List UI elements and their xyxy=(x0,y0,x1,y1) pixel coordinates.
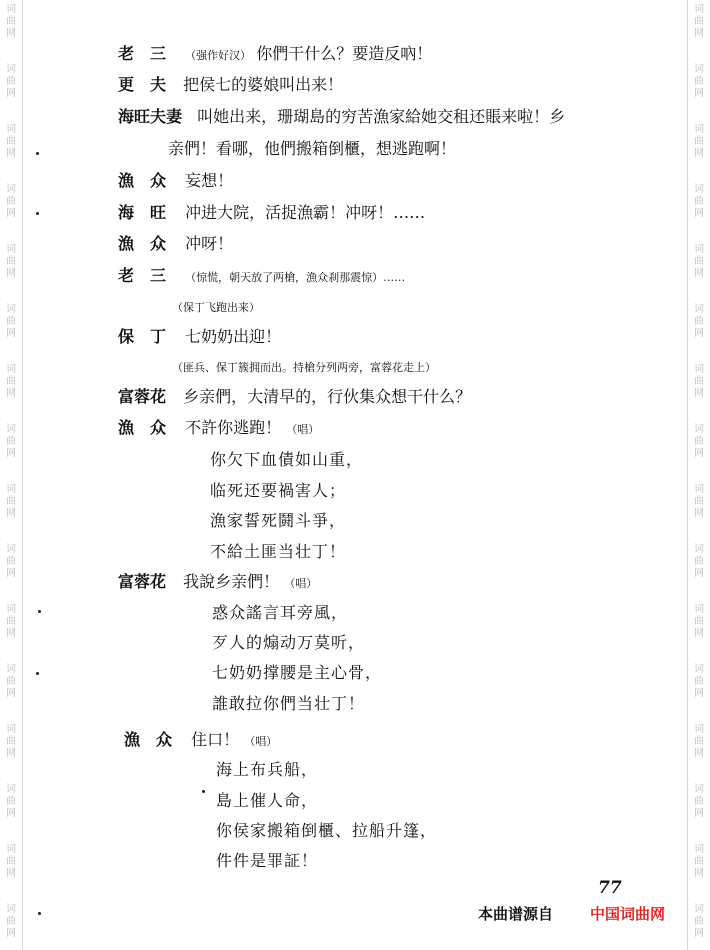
watermark-char: 曲 xyxy=(694,316,704,327)
watermark-char: 网 xyxy=(6,808,16,819)
watermark-char: 曲 xyxy=(6,556,16,567)
watermark-char: 词 xyxy=(694,184,704,195)
speaker: 富蓉花 xyxy=(118,387,167,406)
stage-direction-baoding: （保丁飞跑出来） xyxy=(172,301,260,314)
verse-line: 件件是罪証！ xyxy=(216,851,319,870)
dialogue: 叫她出来，珊瑚島的穷苦漁家給她交租还賬来啦！乡 xyxy=(197,107,566,126)
watermark-char: 曲 xyxy=(6,676,16,687)
watermark-mark xyxy=(3,724,19,760)
line-furonghua-2 xyxy=(118,572,317,594)
watermark-mark xyxy=(3,424,19,460)
watermark-char: 词 xyxy=(694,784,704,795)
watermark-mark xyxy=(691,364,707,400)
dialogue: 我說乡亲們！ xyxy=(183,572,280,591)
watermark-char: 网 xyxy=(694,208,704,219)
watermark-char: 词 xyxy=(6,904,16,915)
watermark-char: 词 xyxy=(6,64,16,75)
watermark-char: 词 xyxy=(694,124,704,135)
watermark-char: 词 xyxy=(694,604,704,615)
watermark-char: 曲 xyxy=(6,316,16,327)
watermark-char: 曲 xyxy=(694,76,704,87)
watermark-char: 词 xyxy=(694,664,704,675)
verse-line: 临死还要禍害人； xyxy=(210,481,347,500)
watermark-mark xyxy=(691,4,707,40)
watermark-mark xyxy=(3,844,19,880)
sing-cue: （唱） xyxy=(244,735,278,748)
speaker: 海 旺 xyxy=(118,203,167,222)
watermark-char: 词 xyxy=(6,124,16,135)
watermark-char: 词 xyxy=(694,424,704,435)
watermark-char: 曲 xyxy=(694,496,704,507)
stage-direction-entrance: （匪兵、保丁簇拥而出。持槍分列两旁，富蓉花走上） xyxy=(172,361,436,374)
watermark-char: 曲 xyxy=(694,556,704,567)
watermark-char: 曲 xyxy=(694,376,704,387)
watermark-char: 网 xyxy=(6,928,16,939)
watermark-char: 词 xyxy=(6,724,16,735)
watermark-mark xyxy=(691,844,707,880)
dialogue: 七奶奶出迎！ xyxy=(185,327,282,346)
watermark-mark xyxy=(3,184,19,220)
dialogue: 亲們！看哪，他們搬箱倒櫃，想逃跑啊！ xyxy=(168,139,457,158)
watermark-char: 曲 xyxy=(6,916,16,927)
line-yuzhong-2 xyxy=(118,234,233,254)
watermark-char: 网 xyxy=(6,148,16,159)
watermark-char: 曲 xyxy=(6,616,16,627)
watermark-char: 词 xyxy=(6,784,16,795)
watermark-char: 网 xyxy=(6,868,16,879)
watermark-char: 曲 xyxy=(6,376,16,387)
line-laosan-1 xyxy=(118,44,432,66)
watermark-char: 曲 xyxy=(6,736,16,747)
speaker: 保 丁 xyxy=(118,327,167,346)
speaker: 老 三 xyxy=(118,44,167,63)
watermark-char: 词 xyxy=(694,544,704,555)
watermark-char: 网 xyxy=(6,748,16,759)
watermark-char: 词 xyxy=(694,64,704,75)
verse-line: 誰敢拉你們当壮丁！ xyxy=(212,694,366,713)
watermark-char: 曲 xyxy=(694,856,704,867)
watermark-mark xyxy=(691,664,707,700)
watermark-char: 曲 xyxy=(694,256,704,267)
speaker: 海旺夫妻 xyxy=(118,107,183,126)
watermark-char: 网 xyxy=(694,928,704,939)
source-label: 本曲谱源自 xyxy=(478,905,554,923)
speaker: 富蓉花 xyxy=(118,572,167,591)
speaker: 老 三 xyxy=(118,266,167,285)
verse-line: 你欠下血債如山重， xyxy=(210,450,364,469)
watermark-char: 网 xyxy=(694,808,704,819)
watermark-char: 网 xyxy=(694,28,704,39)
sing-cue: （唱） xyxy=(284,577,318,590)
watermark-char: 词 xyxy=(6,544,16,555)
verse-line: 漁家誓死鬪斗爭， xyxy=(210,511,347,530)
scan-speck xyxy=(36,672,39,675)
watermark-char: 曲 xyxy=(6,256,16,267)
line-baoding xyxy=(118,327,281,347)
watermark-char: 曲 xyxy=(6,136,16,147)
line-haiwang-couple-cont xyxy=(168,139,456,159)
watermark-char: 曲 xyxy=(6,196,16,207)
watermark-mark xyxy=(691,784,707,820)
watermark-char: 词 xyxy=(6,664,16,675)
watermark-mark xyxy=(3,664,19,700)
watermark-char: 曲 xyxy=(6,436,16,447)
watermark-mark xyxy=(3,4,19,40)
watermark-char: 词 xyxy=(6,304,16,315)
line-gengfu xyxy=(118,75,343,95)
watermark-char: 网 xyxy=(694,268,704,279)
watermark-char: 网 xyxy=(6,28,16,39)
watermark-char: 词 xyxy=(694,4,704,15)
speaker: 漁 众 xyxy=(118,418,167,437)
watermark-mark xyxy=(3,124,19,160)
verse-line: 歹人的煽动万莫听， xyxy=(212,633,366,652)
line-haiwang-couple xyxy=(118,107,565,127)
dialogue: 冲呀！ xyxy=(185,234,234,253)
dialogue: 不許你逃跑！ xyxy=(185,418,282,437)
stage-direction: （惊慌，朝天放了两槍，漁众刹那震惊）…… xyxy=(185,271,406,284)
watermark-mark xyxy=(691,484,707,520)
watermark-char: 词 xyxy=(694,844,704,855)
watermark-char: 曲 xyxy=(694,796,704,807)
line-laosan-2 xyxy=(118,266,405,288)
watermark-char: 网 xyxy=(694,388,704,399)
watermark-char: 词 xyxy=(694,244,704,255)
scan-speck xyxy=(36,152,39,155)
dialogue: 乡亲們，大清早的，行伙集众想干什么？ xyxy=(183,387,472,406)
watermark-char: 网 xyxy=(6,688,16,699)
watermark-mark xyxy=(691,124,707,160)
watermark-char: 曲 xyxy=(694,436,704,447)
dialogue: 把侯七的婆娘叫出来！ xyxy=(183,75,344,94)
watermark-char: 网 xyxy=(694,628,704,639)
line-furonghua-1 xyxy=(118,387,471,407)
watermark-char: 词 xyxy=(6,4,16,15)
watermark-char: 词 xyxy=(694,304,704,315)
watermark-char: 网 xyxy=(694,688,704,699)
watermark-char: 网 xyxy=(6,268,16,279)
watermark-column-left xyxy=(0,0,23,950)
watermark-char: 曲 xyxy=(694,16,704,27)
stage-direction: （强作好汉） xyxy=(185,49,252,62)
watermark-mark xyxy=(3,64,19,100)
verse-line: 海上布兵船， xyxy=(216,760,319,779)
watermark-char: 词 xyxy=(694,364,704,375)
verse-line: 島上催人命， xyxy=(216,791,319,810)
watermark-char: 曲 xyxy=(694,136,704,147)
watermark-mark xyxy=(691,424,707,460)
dialogue: 冲进大院，活捉漁霸！冲呀！…… xyxy=(185,203,426,222)
verse-line: 七奶奶撑腰是主心骨， xyxy=(212,663,383,682)
scan-speck xyxy=(202,790,205,793)
watermark-char: 词 xyxy=(694,904,704,915)
watermark-char: 网 xyxy=(694,568,704,579)
watermark-mark xyxy=(691,604,707,640)
watermark-char: 词 xyxy=(6,484,16,495)
dialogue: 你們干什么？要造反吶！ xyxy=(256,44,433,63)
speaker: 漁 众 xyxy=(118,171,167,190)
watermark-mark xyxy=(691,544,707,580)
watermark-char: 网 xyxy=(6,388,16,399)
watermark-char: 网 xyxy=(6,628,16,639)
watermark-mark xyxy=(691,904,707,940)
verse-line: 惑众謠言耳旁風， xyxy=(212,603,349,622)
verse-line: 你侯家搬箱倒櫃、拉船升篷， xyxy=(216,821,438,840)
watermark-mark xyxy=(691,244,707,280)
watermark-char: 曲 xyxy=(6,856,16,867)
watermark-mark xyxy=(3,604,19,640)
watermark-char: 曲 xyxy=(6,796,16,807)
watermark-char: 曲 xyxy=(694,736,704,747)
watermark-char: 曲 xyxy=(694,616,704,627)
watermark-mark xyxy=(3,364,19,400)
speaker: 漁 众 xyxy=(118,234,167,253)
watermark-char: 网 xyxy=(694,868,704,879)
line-yuzhong-3 xyxy=(118,418,319,440)
watermark-char: 曲 xyxy=(694,676,704,687)
watermark-mark xyxy=(691,64,707,100)
watermark-mark xyxy=(3,544,19,580)
watermark-char: 词 xyxy=(6,604,16,615)
page-number: 77 xyxy=(598,878,622,898)
watermark-char: 词 xyxy=(6,424,16,435)
line-haiwang xyxy=(118,203,425,223)
speaker: 更 夫 xyxy=(118,75,167,94)
watermark-char: 曲 xyxy=(694,196,704,207)
watermark-char: 曲 xyxy=(6,76,16,87)
line-yuzhong-4 xyxy=(124,730,277,752)
scan-speck xyxy=(38,610,41,613)
watermark-char: 词 xyxy=(694,724,704,735)
scan-speck xyxy=(38,912,41,915)
watermark-char: 曲 xyxy=(694,916,704,927)
watermark-mark xyxy=(3,784,19,820)
watermark-char: 网 xyxy=(6,448,16,459)
sing-cue: （唱） xyxy=(286,423,320,436)
watermark-char: 词 xyxy=(694,484,704,495)
site-link[interactable]: 中国词曲网 xyxy=(590,905,666,923)
watermark-char: 网 xyxy=(6,328,16,339)
watermark-char: 网 xyxy=(6,208,16,219)
line-yuzhong-1 xyxy=(118,171,233,191)
watermark-mark xyxy=(691,184,707,220)
verse-line: 不給土匪当壮丁！ xyxy=(210,542,347,561)
watermark-char: 词 xyxy=(6,364,16,375)
watermark-mark xyxy=(3,244,19,280)
dialogue: 住口！ xyxy=(191,730,240,749)
watermark-char: 网 xyxy=(694,88,704,99)
watermark-mark xyxy=(3,304,19,340)
watermark-mark xyxy=(3,904,19,940)
watermark-char: 词 xyxy=(6,184,16,195)
watermark-char: 网 xyxy=(6,88,16,99)
watermark-char: 网 xyxy=(6,568,16,579)
watermark-char: 曲 xyxy=(6,496,16,507)
scan-speck xyxy=(36,212,39,215)
watermark-mark xyxy=(3,484,19,520)
watermark-char: 网 xyxy=(694,148,704,159)
dialogue: 妄想！ xyxy=(185,171,234,190)
watermark-char: 网 xyxy=(694,328,704,339)
watermark-mark xyxy=(691,724,707,760)
watermark-char: 网 xyxy=(694,508,704,519)
watermark-char: 词 xyxy=(6,244,16,255)
watermark-column-right xyxy=(687,0,710,950)
watermark-mark xyxy=(691,304,707,340)
watermark-char: 词 xyxy=(6,844,16,855)
watermark-char: 网 xyxy=(6,508,16,519)
speaker: 漁 众 xyxy=(124,730,173,749)
watermark-char: 曲 xyxy=(6,16,16,27)
watermark-char: 网 xyxy=(694,748,704,759)
watermark-char: 网 xyxy=(694,448,704,459)
